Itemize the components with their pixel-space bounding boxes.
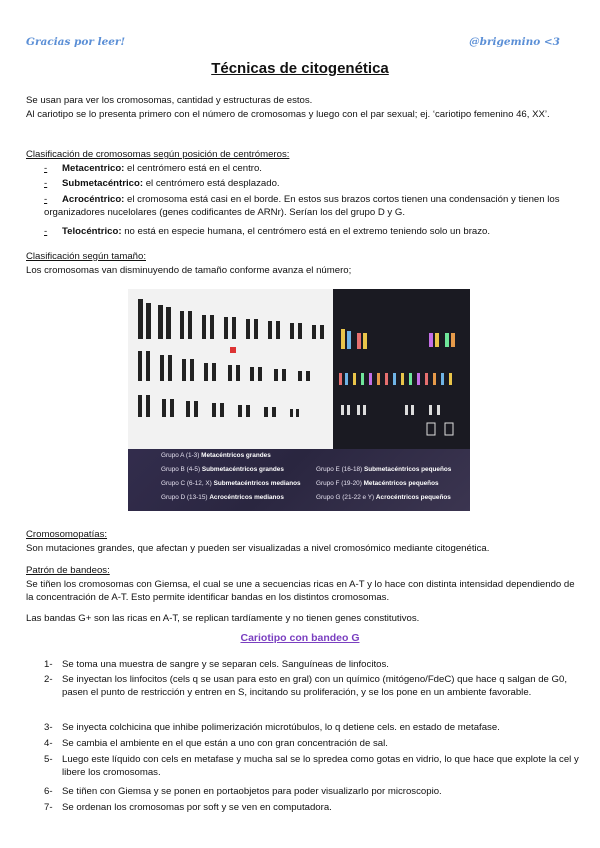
- group-code: Grupo G (21-22 e Y): [316, 494, 375, 501]
- step-number: 5-: [44, 754, 53, 765]
- group-desc: Metacéntricos pequeños: [363, 480, 439, 487]
- centromere-item: [44, 225, 579, 238]
- step-text: Luego este líquido con cels en metafase y mucha sal se lo spredea como gotas en vidrio, lo que hace que explote la cel y libere los cromosomas.: [62, 754, 579, 778]
- step-number: 2-: [44, 674, 53, 685]
- bandeo-text-2: Las bandas G+ son las ricas en A-T, se replican tardíamente y no tienen genes constitutivos.: [26, 613, 420, 624]
- bullet-dash: -: [44, 178, 48, 189]
- group-code: Grupo D (13-15): [161, 494, 208, 501]
- group-desc: Submetacéntricos grandes: [201, 466, 284, 473]
- header-author: @brigemino <3: [469, 36, 560, 48]
- legend-group-d: [161, 494, 284, 501]
- banded-karyotype-image: [128, 289, 333, 449]
- cromosomopatias-heading: Cromosomopatías:: [26, 529, 108, 540]
- centromere-item: [44, 162, 579, 175]
- item-desc: el cromosoma está casi en el borde. En estos sus brazos cortos tienen una condensación y tienen los organizadores nucelolares (genes codificantes de ARNr). Serían los del grupo D y G.: [44, 194, 560, 218]
- colored-karyotype-image: [333, 289, 470, 449]
- legend-group-c: [161, 480, 301, 487]
- colored-chromosomes-graphic: [333, 289, 470, 449]
- group-desc: Submetacéntricos medianos: [213, 480, 301, 487]
- list-item: [44, 753, 579, 779]
- group-desc: Acrocéntricos medianos: [209, 494, 284, 501]
- item-term: Acrocéntrico:: [62, 194, 125, 205]
- item-term: Telocéntrico:: [62, 226, 122, 237]
- bandeo-text: Se tiñen los cromosomas con Giemsa, el cual se une a secuencias ricas en A-T y lo hace con distinta intensidad dependiendo de la concentración de A-T. Esto permite identificar bandas en los distintos cromosomas.: [26, 579, 575, 603]
- list-item: [44, 737, 579, 750]
- item-term: Metacentrico:: [62, 163, 125, 174]
- step-text: Se ordenan los cromosomas por soft y se ven en computadora.: [62, 802, 332, 813]
- group-desc: Acrocéntricos pequeños: [375, 494, 451, 501]
- bullet-dash: -: [44, 194, 48, 205]
- cariotipo-heading: Cariotipo con bandeo G: [240, 632, 360, 644]
- item-desc: el centrómero está en el centro.: [124, 163, 262, 174]
- step-number: 6-: [44, 786, 53, 797]
- bullet-dash: -: [44, 226, 48, 237]
- item-desc: el centrómero está desplazado.: [143, 178, 280, 189]
- chromosome-groups-legend: [158, 449, 470, 511]
- step-number: 1-: [44, 659, 53, 670]
- page-title: Técnicas de citogenética: [211, 60, 389, 77]
- item-desc: no está en especie humana, el centrómero está en el extremo teniendo solo un brazo.: [121, 226, 491, 237]
- karyotype-figure: [128, 289, 470, 511]
- list-item: [44, 785, 579, 798]
- intro-line-1: Se usan para ver los cromosomas, cantidad y estructuras de estos.: [26, 95, 313, 106]
- group-desc: Metacéntricos grandes: [201, 452, 271, 459]
- group-code: Grupo C (6-12, X): [161, 480, 212, 487]
- group-code: Grupo E (16-18): [316, 466, 363, 473]
- banded-chromosomes-graphic: [128, 289, 333, 449]
- step-text: Se toma una muestra de sangre y se separan cels. Sanguíneas de linfocitos.: [62, 659, 389, 670]
- group-code: Grupo F (19-20): [316, 480, 362, 487]
- cromosomopatias-text: Son mutaciones grandes, que afectan y pueden ser visualizadas a nivel cromosómico mediante citogenética.: [26, 543, 490, 554]
- centromere-heading: Clasificación de cromosomas según posición de centrómeros:: [26, 149, 290, 160]
- list-item: [44, 658, 579, 671]
- step-text: Se cambia el ambiente en el que están a uno con gran concentración de sal.: [62, 738, 388, 749]
- list-item: [44, 673, 579, 699]
- step-text: Se inyecta colchicina que inhibe polimerización microtúbulos, lo q detiene cels. en estado de metafase.: [62, 722, 500, 733]
- centromere-item: [44, 193, 579, 219]
- item-term: Submetacéntrico:: [62, 178, 144, 189]
- size-text: Los cromosomas van disminuyendo de tamaño conforme avanza el número;: [26, 265, 352, 276]
- group-code: Grupo B (4-5): [161, 466, 201, 473]
- legend-group-a: [161, 452, 271, 459]
- legend-group-b: [161, 466, 284, 473]
- header-thanks: Gracias por leer!: [26, 36, 126, 48]
- legend-group-g: [316, 494, 451, 501]
- step-text: Se inyectan los linfocitos (cels q se usan para esto en gral) con un químico (mitógeno/FdeC) que hace q salgan de G0, pasen el punto de restricción y entren en S, incitando su proliferación, y se los pone en un ambiente favorable.: [62, 674, 568, 698]
- group-code: Grupo A (1-3): [161, 452, 200, 459]
- step-number: 4-: [44, 738, 53, 749]
- legend-group-f: [316, 480, 439, 487]
- step-number: 3-: [44, 722, 53, 733]
- bullet-dash: -: [44, 163, 48, 174]
- centromere-item: [44, 177, 579, 190]
- legend-group-e: [316, 466, 451, 473]
- size-heading: Clasificación según tamaño:: [26, 251, 146, 262]
- group-desc: Submetacéntricos pequeños: [363, 466, 452, 473]
- list-item: [44, 721, 579, 734]
- step-text: Se tiñen con Giemsa y se ponen en portaobjetos para poder visualizarlo por microscopio.: [62, 786, 442, 797]
- intro-line-2: Al cariotipo se lo presenta primero con el número de cromosomas y luego con el par sexual; ej. ‘cariotipo femenino 46, XX’.: [26, 109, 550, 120]
- list-item: [44, 801, 579, 814]
- step-number: 7-: [44, 802, 53, 813]
- bandeo-heading: Patrón de bandeos:: [26, 565, 110, 576]
